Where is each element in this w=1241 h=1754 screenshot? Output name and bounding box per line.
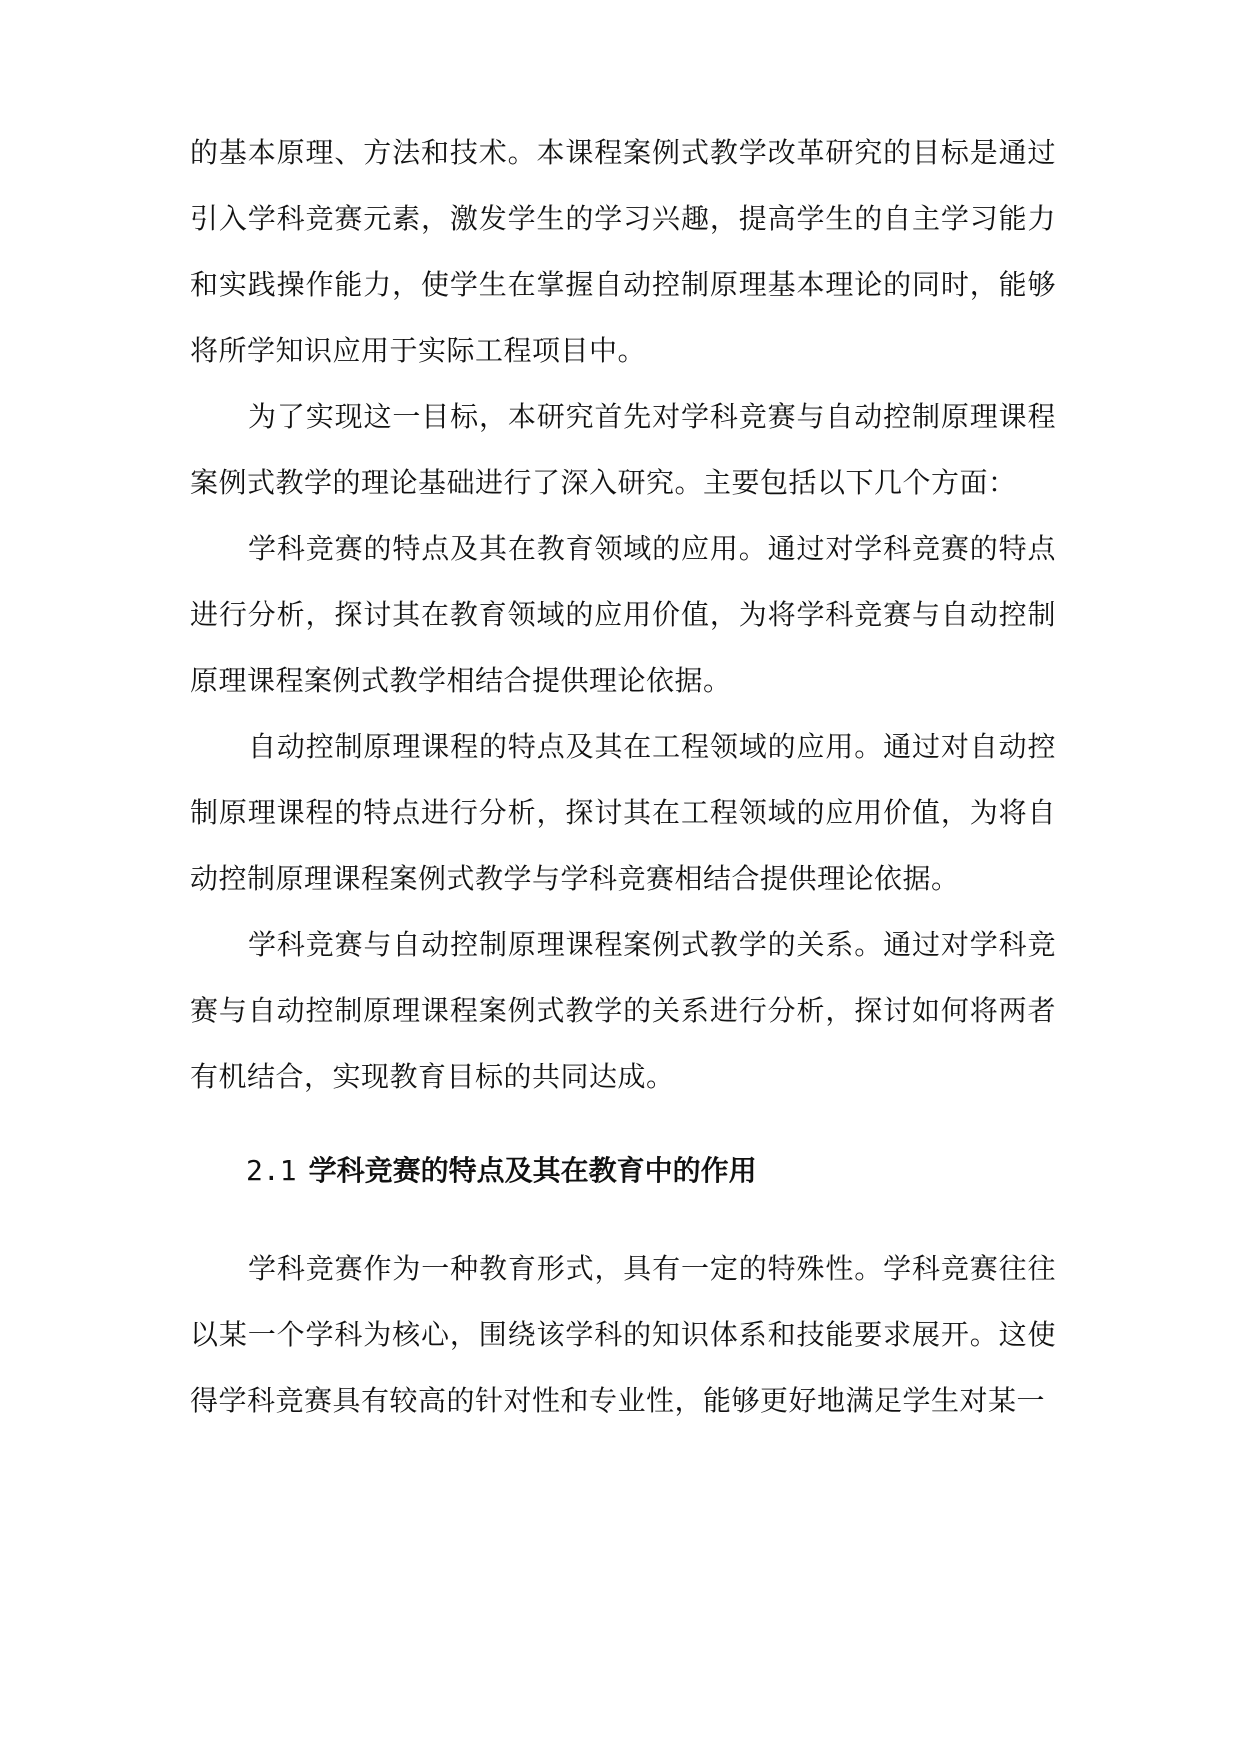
section-heading	[246, 1138, 1046, 1204]
paragraph-relationship: 学科竞赛与自动控制原理课程案例式教学的关系。通过对学科竞赛与自动控制原理课程案例式教学的关系进行分析，探讨如何将两者有机结合，实现教育目标的共同达成。	[190, 928, 1056, 1093]
section-number: 2.1	[246, 1154, 297, 1187]
paragraph-course-features: 自动控制原理课程的特点及其在工程领域的应用。通过对自动控制原理课程的特点进行分析，探讨其在工程领域的应用价值，为将自动控制原理课程案例式教学与学科竞赛相结合提供理论依据。	[190, 730, 1056, 895]
paragraph-goal: 为了实现这一目标，本研究首先对学科竞赛与自动控制原理课程案例式教学的理论基础进行了深入研究。主要包括以下几个方面：	[190, 400, 1056, 499]
paragraph-competition-features: 学科竞赛的特点及其在教育领域的应用。通过对学科竞赛的特点进行分析，探讨其在教育领域的应用价值，为将学科竞赛与自动控制原理课程案例式教学相结合提供理论依据。	[190, 532, 1056, 697]
paragraph-continuation: 的基本原理、方法和技术。本课程案例式教学改革研究的目标是通过引入学科竞赛元素，激发学生的学习兴趣，提高学生的自主学习能力和实践操作能力，使学生在掌握自动控制原理基本理论的同时，能够将所学知识应用于实际工程项目中。	[190, 136, 1056, 367]
section-title: 学科竞赛的特点及其在教育中的作用	[308, 1154, 757, 1187]
paragraph-section-body: 学科竞赛作为一种教育形式，具有一定的特殊性。学科竞赛往往以某一个学科为核心，围绕该学科的知识体系和技能要求展开。这使得学科竞赛具有较高的针对性和专业性，能够更好地满足学生对某一	[190, 1252, 1056, 1417]
